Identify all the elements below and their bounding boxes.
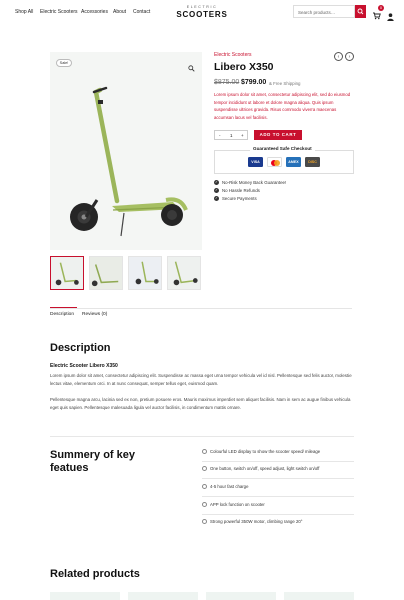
key-feature-item: Colourful LED display to show the scooter speed/ mileage <box>202 449 354 454</box>
feature-item: ✓ Secure Payments <box>215 196 257 201</box>
nav-contact[interactable]: Contact <box>133 9 151 15</box>
qty-increase-button[interactable]: + <box>241 133 244 138</box>
bullet-icon <box>202 466 207 471</box>
search-button[interactable] <box>355 5 366 18</box>
zoom-button[interactable] <box>188 59 195 77</box>
cart-icon <box>372 11 381 20</box>
key-feature-item: Strong powerful 350W motor, climbing range 20° <box>202 519 354 524</box>
related-products-heading: Related products <box>50 568 140 580</box>
mastercard-icon <box>267 157 282 167</box>
description-subheading: Electric Scooter Libero X350 <box>50 363 118 369</box>
search-placeholder: Search products… <box>298 9 336 15</box>
scooter-thumbnail-image <box>168 257 200 289</box>
feature-item: ✓ No Hassle Refunds <box>215 188 260 193</box>
bullet-icon <box>202 502 207 507</box>
account-button[interactable] <box>387 8 394 26</box>
key-feature-item: One button, switch on/off, speed adjust, light switch on/off <box>202 466 354 471</box>
thumbnail-1[interactable] <box>50 256 84 290</box>
safe-checkout-title: Guaranteed Safe Checkout <box>250 146 315 151</box>
active-tab-indicator <box>50 307 77 308</box>
short-description: Lorem ipsum dolor sit amet, consectetur adipiscing elit, sed do eiusmod tempor incididunt ut labore et dolore magna aliqua. Quis ipsum suspendisse ultrices gravida. Risus commodo viverra maecenas accumsan lacus vel facilisis. <box>214 92 351 120</box>
related-product-card[interactable] <box>284 592 354 600</box>
bullet-icon <box>202 519 207 524</box>
thumbnail-4[interactable] <box>167 256 201 290</box>
product-category-link[interactable]: Electric Scooters <box>214 52 252 58</box>
scooter-image <box>50 52 202 250</box>
next-product-button[interactable] <box>345 52 354 61</box>
tab-description[interactable]: Description <box>50 312 74 317</box>
description-paragraph: Pellentesque magna arcu, lacinia sed ex non, pretium posuere eros. Mauris maximus imperdiet sem aliquet facilisis. Nam in sem ac augue finibus vehicula eget quis sapien. Pellentesque malesuada ligula vel auctor facilisis, in condimentum mattis ornare. <box>50 397 351 410</box>
price-regular: $875.00 <box>214 79 240 86</box>
key-feature-item: APP lock function on scooter <box>202 502 354 507</box>
related-product-card[interactable] <box>128 592 198 600</box>
bullet-icon <box>202 449 207 454</box>
feature-divider <box>202 514 354 515</box>
zoom-icon <box>188 65 195 72</box>
amex-icon: AMEX <box>286 157 301 167</box>
check-icon: ✓ <box>215 188 218 193</box>
feature-divider <box>202 496 354 497</box>
check-icon: ✓ <box>215 196 218 201</box>
nav-electric-scooters[interactable]: Electric Scooters <box>40 9 78 15</box>
bullet-icon <box>202 484 207 489</box>
thumbnail-3[interactable] <box>128 256 162 290</box>
discover-icon: DISC <box>305 157 320 167</box>
scooter-thumbnail-image <box>129 257 161 289</box>
qty-input[interactable]: 1 <box>230 133 233 138</box>
description-heading: Description <box>50 342 111 354</box>
nav-shop-all[interactable]: Shop All <box>15 9 34 15</box>
scooter-thumbnail-image <box>90 257 122 289</box>
chevron-right-icon: › <box>348 54 351 60</box>
prev-product-button[interactable] <box>334 52 343 61</box>
product-title: Libero X350 <box>214 61 274 73</box>
qty-decrease-button[interactable]: - <box>219 133 221 138</box>
thumbnail-2[interactable] <box>89 256 123 290</box>
logo-tagline[interactable]: ELECTRIC <box>186 5 218 9</box>
related-product-card[interactable] <box>206 592 276 600</box>
cart-count-badge: 0 <box>379 5 383 10</box>
add-to-cart-button[interactable]: ADD TO CART <box>254 130 302 140</box>
nav-about[interactable]: About <box>113 9 127 15</box>
description-paragraph: Lorem ipsum dolor sit amet, consectetur adipiscing elit. Suspendisse ac massa eget urna tempor vehicula vel id nisl. Pellentesque sed felis auctor, molestie lectus vitae, elementum orci. In at nunc consequat, semper tellus eget, euismod quam. <box>50 373 352 386</box>
sale-badge: Sale! <box>56 59 72 67</box>
nav-accessories[interactable]: Accessories <box>81 9 108 15</box>
safe-checkout-box <box>214 150 354 174</box>
tab-reviews[interactable]: Reviews (0) <box>82 312 108 317</box>
feature-divider <box>202 461 354 462</box>
tabs-divider <box>50 308 352 309</box>
feature-divider <box>202 478 354 479</box>
price-sale: $799.00 <box>241 79 267 86</box>
visa-icon: VISA <box>248 157 263 167</box>
search-icon <box>355 5 366 18</box>
user-icon <box>387 13 394 21</box>
check-icon: ✓ <box>215 180 218 185</box>
product-main-image[interactable] <box>50 52 202 250</box>
feature-item: ✓ No-Risk Money Back Guarantee! <box>215 180 287 185</box>
shipping-note: & Free Shipping <box>269 81 301 86</box>
section-divider <box>50 436 354 437</box>
quantity-stepper <box>214 130 248 140</box>
key-features-heading: Summery of key featues <box>50 449 135 474</box>
chevron-left-icon: ‹ <box>337 54 340 60</box>
key-feature-item: 4-5 hour fast charge <box>202 484 354 489</box>
related-product-card[interactable] <box>50 592 120 600</box>
scooter-thumbnail-image <box>51 257 83 289</box>
site-logo[interactable]: SCOOTERS <box>176 10 228 19</box>
search-input[interactable] <box>293 5 355 18</box>
